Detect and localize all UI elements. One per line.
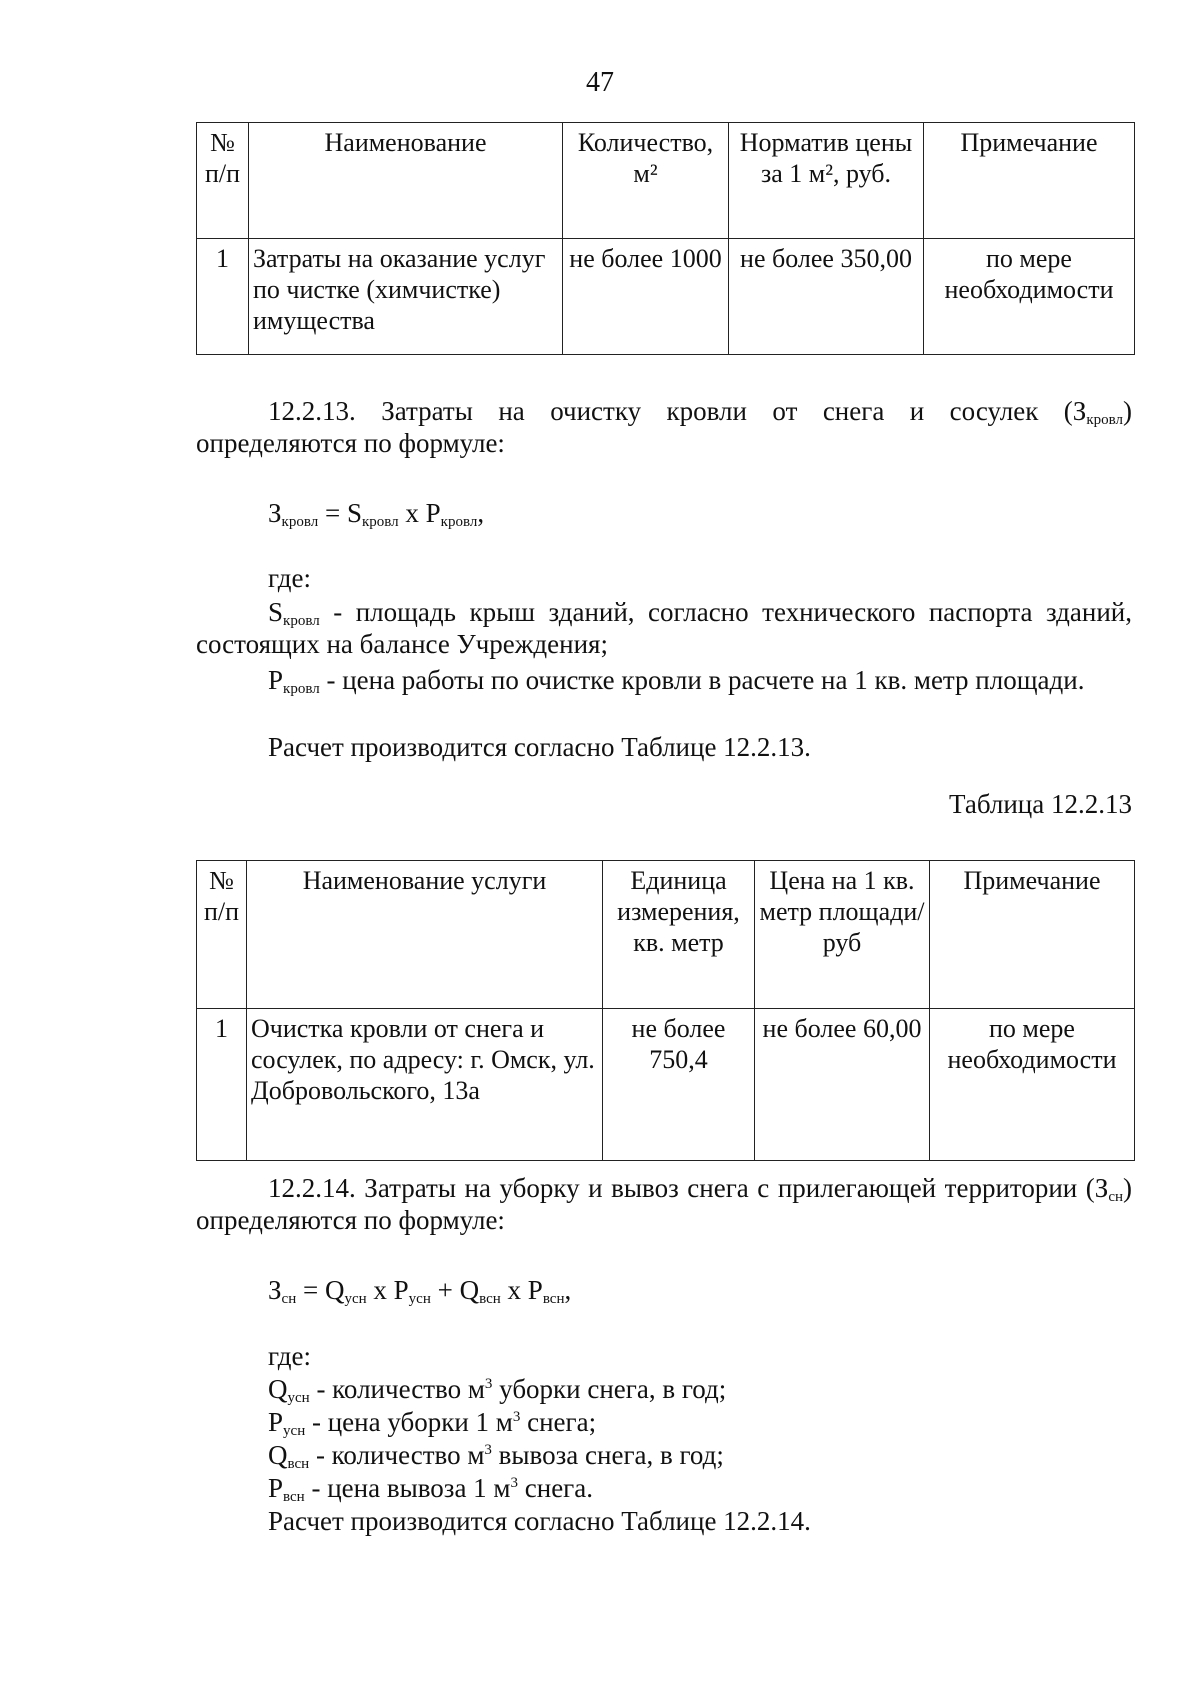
- cell-note: по мере необходимости: [930, 1009, 1135, 1161]
- formula-t1-sub: кровл: [361, 514, 399, 530]
- formula-plus: +: [430, 1275, 460, 1305]
- table-header-row: [197, 123, 1135, 239]
- header-number: № п/п: [197, 123, 249, 239]
- formula-t1: Q: [324, 1275, 345, 1305]
- formula-end: ,: [564, 1275, 572, 1305]
- cell-note: по мере необходимости: [924, 239, 1135, 355]
- def2-sub: кровл: [283, 681, 320, 697]
- formula-snow: [268, 1274, 571, 1306]
- intro-text: 12.2.13. Затраты на очистку кровли от снега и сосулек (З: [268, 396, 1087, 426]
- formula-t2: P: [393, 1275, 409, 1305]
- header-note: Примечание: [924, 123, 1135, 239]
- section-12-2-13-intro: [196, 395, 1132, 460]
- calc-reference-14: Расчет производится согласно Таблице 12.2.14.: [268, 1506, 811, 1536]
- calc-reference-13: Расчет производится согласно Таблице 12.2.13.: [268, 732, 811, 762]
- def2-text: - цена работы по очистке кровли в расчете на 1 кв. метр площади.: [319, 665, 1085, 695]
- intro-close: ) определяются по формуле:: [196, 1173, 1132, 1236]
- definitions-snow: [268, 1373, 811, 1538]
- definition-item: $Q_{усн}$ - количество $м^3$ уборки снега, в год;: [268, 1374, 727, 1406]
- where-label-2: где:: [268, 1341, 311, 1371]
- table-row: [197, 239, 1135, 355]
- formula-lhs: З: [268, 1275, 282, 1305]
- formula-t4: P: [527, 1275, 543, 1305]
- def1-sub: кровл: [283, 613, 320, 629]
- where-label-1: где:: [268, 563, 311, 593]
- definition-p-roof: [196, 664, 1132, 696]
- cell-price: не более 350,00: [729, 239, 924, 355]
- table-roof-cleaning: [196, 860, 1135, 1161]
- formula-t2-sub: усн: [408, 1291, 431, 1307]
- cell-number: 1: [197, 239, 249, 355]
- section-12-2-14-intro: [196, 1172, 1132, 1237]
- def2-symbol: P: [268, 665, 284, 695]
- definition-s-roof: [196, 596, 1132, 661]
- def1-symbol: S: [268, 597, 284, 627]
- formula-op2: x: [500, 1275, 528, 1305]
- formula-lhs-sub: кровл: [281, 514, 319, 530]
- table-cleaning-costs: [196, 122, 1135, 355]
- header-unit: Единица измерения, кв. метр: [603, 861, 755, 1009]
- header-price: Цена на 1 кв. метр площади/руб: [755, 861, 930, 1009]
- header-service-name: Наименование услуги: [247, 861, 603, 1009]
- table-row: [197, 1009, 1135, 1161]
- intro-text: 12.2.14. Затраты на уборку и вывоз снега с прилегающей территории (З: [268, 1173, 1109, 1203]
- intro-sub: кровл: [1086, 412, 1123, 428]
- cell-price: не более 60,00: [755, 1009, 930, 1161]
- cell-quantity: не более 1000: [563, 239, 729, 355]
- formula-t3-sub: всн: [479, 1291, 501, 1307]
- table-caption-12-2-13: Таблица 12.2.13: [949, 789, 1132, 819]
- definition-item: $P_{усн}$ - цена уборки 1 $м^3$ снега;: [268, 1407, 597, 1439]
- header-number: № п/п: [197, 861, 247, 1009]
- formula-end: ,: [477, 498, 485, 528]
- intro-close: ): [1123, 396, 1132, 426]
- cell-name: Затраты на оказание услуг по чистке (химчистке) имущества: [249, 239, 563, 355]
- formula-t4-sub: всн: [542, 1291, 565, 1307]
- formula-eq: =: [318, 498, 347, 528]
- formula-t3: Q: [459, 1275, 480, 1305]
- def1-text: - площадь крыш зданий, согласно технического паспорта зданий, состоящих на балансе Учреждения;: [196, 597, 1132, 660]
- cell-service-name: Очистка кровли от снега и сосулек, по адресу: г. Омск, ул. Добровольского, 13а: [247, 1009, 603, 1161]
- table-header-row: [197, 861, 1135, 1009]
- intro-continuation: определяются по формуле:: [196, 428, 505, 459]
- page-number: 47: [586, 67, 614, 98]
- definition-item: $P_{всн}$ - цена вывоза 1 $м^3$ снега.: [268, 1473, 593, 1505]
- formula-t2: P: [425, 498, 441, 528]
- definition-item: $Q_{всн}$ - количество $м^3$ вывоза снега, в год;: [268, 1440, 724, 1472]
- formula-lhs: З: [268, 498, 282, 528]
- formula-lhs-sub: сн: [281, 1291, 297, 1307]
- header-quantity: Количество, м²: [563, 123, 729, 239]
- formula-eq: =: [296, 1275, 325, 1305]
- intro-sub: сн: [1108, 1189, 1123, 1205]
- cell-number: 1: [197, 1009, 247, 1161]
- formula-op: x: [398, 498, 426, 528]
- formula-t1: S: [346, 498, 362, 528]
- header-name: Наименование: [249, 123, 563, 239]
- formula-t2-sub: кровл: [440, 514, 478, 530]
- formula-op1: x: [366, 1275, 394, 1305]
- formula-t1-sub: усн: [344, 1291, 367, 1307]
- cell-unit: не более 750,4: [603, 1009, 755, 1161]
- header-price-norm: Норматив цены за 1 м², руб.: [729, 123, 924, 239]
- formula-roof: [268, 497, 484, 529]
- header-note: Примечание: [930, 861, 1135, 1009]
